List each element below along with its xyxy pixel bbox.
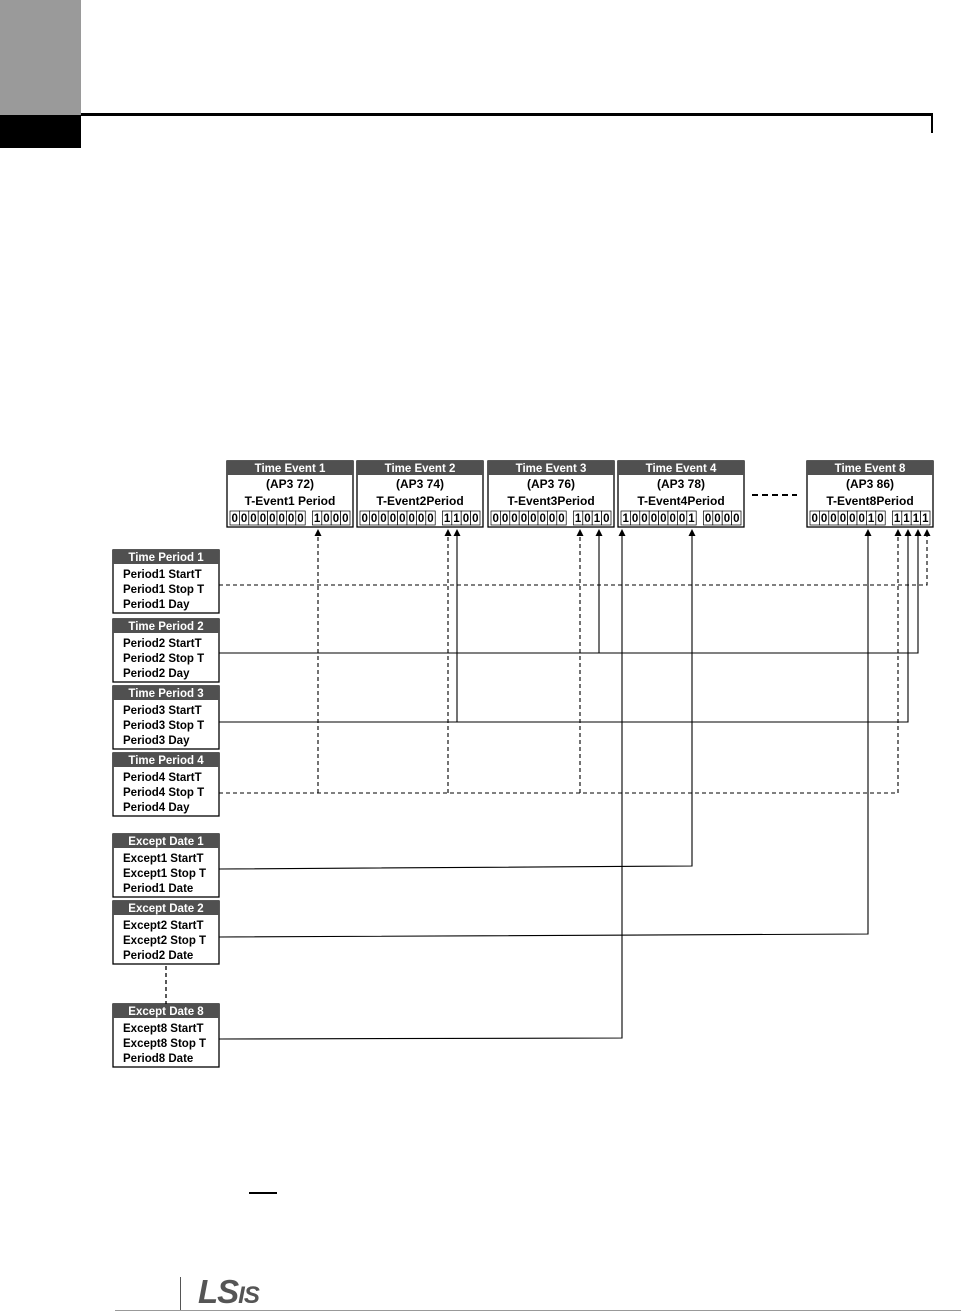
source-box-5 (113, 834, 219, 897)
time-event-title: Time Event 1 (254, 463, 326, 475)
bit-value: 0 (269, 513, 276, 525)
bit-value: 0 (669, 513, 676, 525)
source-line: Period4 StartT (123, 772, 202, 784)
source-title: Time Period 4 (128, 755, 204, 767)
time-event-box-2 (357, 461, 483, 527)
bit-value: 1 (443, 513, 451, 525)
text-underline-mark (249, 1192, 277, 1194)
source-line: Period4 Stop T (123, 787, 205, 799)
source-line: Period2 StartT (123, 638, 202, 650)
time-event-param: T-Event3Period (507, 494, 595, 508)
source-line: Except8 Stop T (123, 1038, 207, 1050)
source-line: Period2 Day (123, 668, 190, 680)
bit-value: 0 (427, 513, 434, 525)
bit-value: 1 (903, 513, 910, 525)
source-box-7 (113, 1004, 219, 1067)
bit-value: 0 (820, 513, 828, 525)
bit-value: 0 (858, 513, 865, 525)
time-event-code: (AP3 72) (265, 477, 315, 491)
source-box-2 (113, 619, 219, 682)
ls-is-logo: LSIS (198, 1273, 259, 1310)
source-line: Period2 Date (123, 950, 194, 962)
time-event-title: Time Event 8 (834, 463, 906, 475)
bit-value: 0 (342, 513, 349, 525)
connector-period3 (219, 531, 908, 722)
bit-value: 0 (603, 513, 610, 525)
bit-value: 0 (408, 513, 415, 525)
connector-except1 (219, 531, 692, 869)
bit-value: 1 (893, 513, 901, 525)
source-title: Time Period 1 (128, 552, 204, 564)
time-event-code: (AP3 76) (526, 477, 576, 491)
source-line: Except2 StartT (123, 920, 204, 932)
bit-value: 1 (453, 513, 460, 525)
bit-value: 0 (472, 513, 479, 525)
bit-value: 0 (287, 513, 295, 525)
bit-value: 0 (332, 513, 340, 525)
time-event-box-3 (488, 461, 614, 527)
arrow-head (619, 529, 626, 536)
bit-value: 0 (501, 513, 509, 525)
bit-value: 0 (811, 513, 818, 525)
bit-value: 0 (877, 513, 884, 525)
connector-except2 (219, 531, 868, 937)
bit-value: 1 (622, 513, 629, 525)
time-event-title: Time Event 3 (515, 463, 587, 475)
bit-value: 0 (361, 513, 368, 525)
source-line: Period1 StartT (123, 569, 202, 581)
bit-value: 0 (830, 513, 837, 525)
source-line: Period3 Day (123, 735, 190, 747)
bit-value: 0 (548, 513, 556, 525)
arrow-head (915, 529, 922, 536)
bit-value: 1 (593, 513, 601, 525)
footer-rule (115, 1310, 961, 1311)
time-event-code: (AP3 86) (845, 477, 895, 491)
bit-value: 0 (323, 513, 330, 525)
bit-value: 0 (259, 513, 267, 525)
bit-value: 0 (389, 513, 397, 525)
arrow-head (865, 529, 872, 536)
source-line: Period4 Day (123, 802, 190, 814)
connector-period1 (219, 531, 927, 585)
bit-value: 1 (574, 513, 582, 525)
bit-value: 0 (240, 513, 248, 525)
bit-value: 0 (511, 513, 518, 525)
bit-value: 1 (922, 513, 929, 525)
time-event-boxes (227, 461, 933, 527)
source-box-4 (113, 753, 219, 816)
time-event-box-4 (618, 461, 744, 527)
source-box-1 (113, 550, 219, 613)
bit-value: 0 (250, 513, 257, 525)
source-line: Except1 StartT (123, 853, 204, 865)
bit-value: 1 (313, 513, 321, 525)
bit-value: 0 (641, 513, 648, 525)
bit-value: 0 (849, 513, 856, 525)
bit-value: 0 (704, 513, 712, 525)
source-box-6 (113, 901, 219, 964)
time-event-code: (AP3 74) (395, 477, 445, 491)
bit-value: 1 (688, 513, 695, 525)
time-event-param: T-Event1 Period (244, 494, 336, 508)
bit-value: 0 (631, 513, 639, 525)
arrow-head (689, 529, 696, 536)
connector-period4 (219, 531, 898, 793)
source-line: Period3 Stop T (123, 720, 205, 732)
source-line: Period8 Date (123, 1053, 194, 1065)
bit-value: 0 (520, 513, 528, 525)
source-title: Except Date 1 (128, 836, 204, 848)
bit-value: 0 (558, 513, 565, 525)
bit-value: 0 (584, 513, 591, 525)
time-event-title: Time Event 4 (645, 463, 717, 475)
bit-value: 0 (839, 513, 847, 525)
connector-except8 (219, 531, 622, 1039)
time-event-box-1 (227, 461, 353, 527)
arrow-head (596, 529, 603, 536)
source-box-3 (113, 686, 219, 749)
bit-value: 0 (278, 513, 285, 525)
bit-value: 0 (417, 513, 425, 525)
source-line: Period1 Stop T (123, 584, 205, 596)
bit-value: 0 (723, 513, 731, 525)
source-line: Period2 Stop T (123, 653, 205, 665)
connector-period2 (219, 531, 918, 653)
bit-value: 0 (399, 513, 406, 525)
bit-value: 0 (492, 513, 499, 525)
source-line: Except2 Stop T (123, 935, 207, 947)
bit-value: 0 (231, 513, 238, 525)
source-line: Period1 Date (123, 883, 194, 895)
bit-value: 0 (678, 513, 686, 525)
source-line: Period3 StartT (123, 705, 202, 717)
bit-value: 0 (714, 513, 721, 525)
bit-value: 0 (660, 513, 667, 525)
footer-divider (180, 1277, 181, 1310)
bit-value: 0 (530, 513, 537, 525)
arrow-head (924, 529, 931, 536)
arrow-head (315, 529, 322, 536)
source-line: Except1 Stop T (123, 868, 207, 880)
time-event-title: Time Event 2 (384, 463, 456, 475)
time-event-box-5 (807, 461, 933, 527)
bit-value: 0 (650, 513, 658, 525)
connector-lines (219, 529, 931, 1039)
bit-value: 0 (462, 513, 470, 525)
source-title: Except Date 2 (128, 903, 204, 915)
time-event-param: T-Event4Period (637, 494, 725, 508)
bit-value: 0 (370, 513, 378, 525)
bit-value: 0 (733, 513, 740, 525)
time-event-param: T-Event2Period (376, 494, 464, 508)
arrow-head (895, 529, 902, 536)
bit-value: 1 (867, 513, 875, 525)
bit-value: 0 (380, 513, 387, 525)
arrow-head (445, 529, 452, 536)
source-line: Except8 StartT (123, 1023, 204, 1035)
arrow-head (905, 529, 912, 536)
arrow-head (454, 529, 461, 536)
bit-value: 1 (912, 513, 920, 525)
bit-value: 0 (539, 513, 546, 525)
arrow-head (577, 529, 584, 536)
source-title: Time Period 2 (128, 621, 204, 633)
time-event-code: (AP3 78) (656, 477, 706, 491)
source-title: Except Date 8 (128, 1006, 204, 1018)
source-line: Period1 Day (123, 599, 190, 611)
time-event-param: T-Event8Period (826, 494, 914, 508)
source-title: Time Period 3 (128, 688, 204, 700)
bit-value: 0 (297, 513, 304, 525)
